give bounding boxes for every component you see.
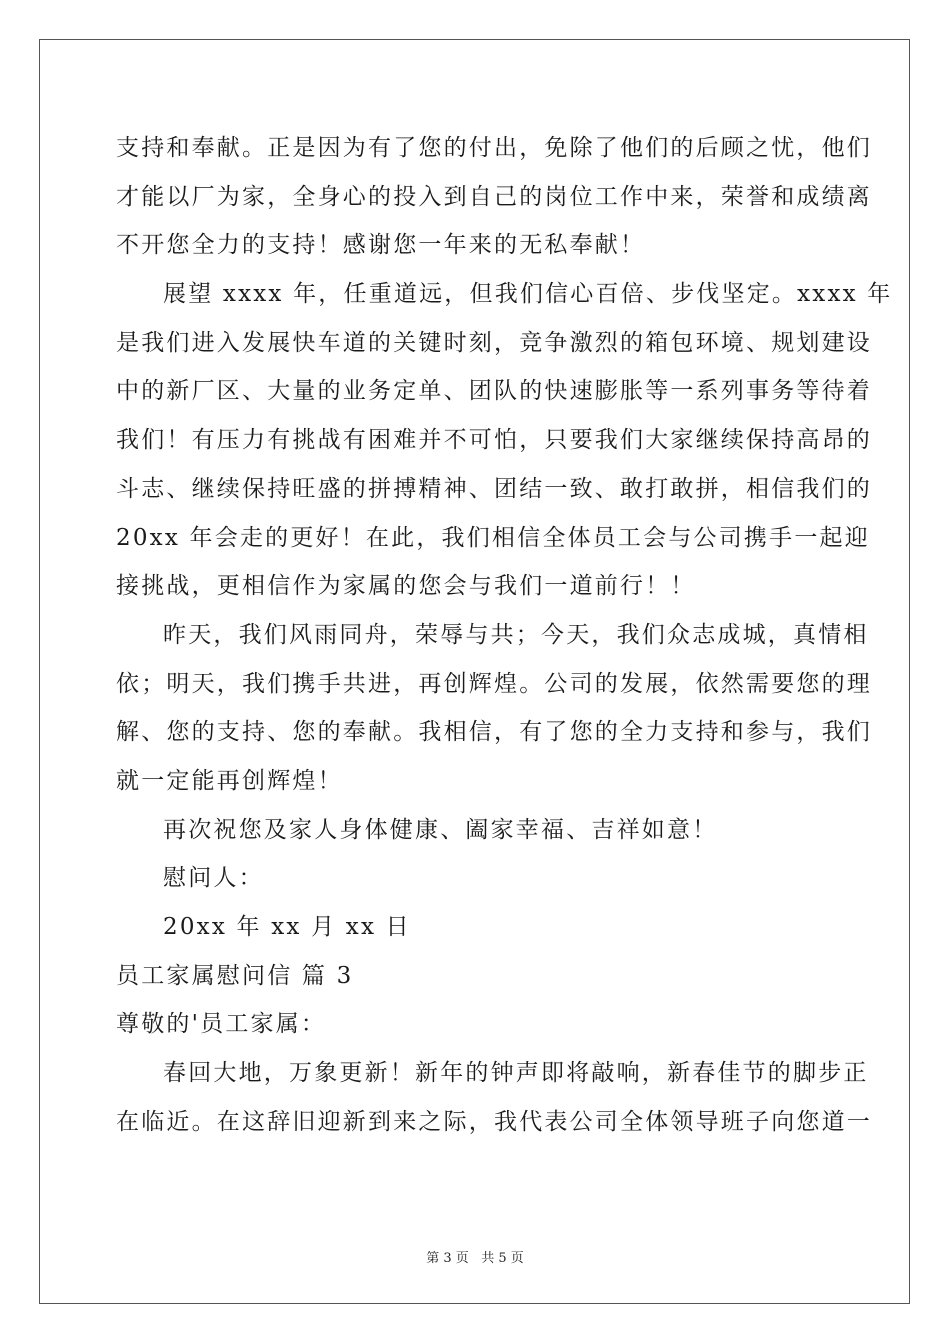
text-line: 支持和奉献。正是因为有了您的付出，免除了他们的后顾之忧，他们 <box>116 135 872 161</box>
text-line: 接挑战，更相信作为家属的您会与我们一道前行！！ <box>116 573 696 600</box>
salutation: 尊敬的'员工家属： <box>116 1011 327 1038</box>
section-heading: 员工家属慰问信 篇 3 <box>116 962 354 989</box>
signature-date: 20xx 年 xx 月 xx 日 <box>163 914 411 940</box>
text-line: 依；明天，我们携手共进，再创辉煌。公司的发展，依然需要您的理 <box>116 670 872 697</box>
paragraph-start-line: 展望 xxxx 年，任重道远，但我们信心百倍、步伐坚定。xxxx 年 <box>163 281 893 308</box>
text-line: 我们！有压力有挑战有困难并不可怕，只要我们大家继续保持高昂的 <box>116 427 872 454</box>
text-line: 是我们进入发展快车道的关键时刻，竞争激烈的箱包环境、规划建设 <box>116 329 872 356</box>
text-line: 在临近。在这辞旧迎新到来之际，我代表公司全体领导班子向您道一 <box>116 1108 872 1135</box>
paragraph-start-line: 昨天，我们风雨同舟，荣辱与共；今天，我们众志成城，真情相 <box>163 621 869 648</box>
signature-label: 慰问人： <box>163 865 264 892</box>
closing-wish: 再次祝您及家人身体健康、阖家幸福、吉祥如意！ <box>163 816 718 843</box>
text-line: 20xx 年会走的更好！在此，我们相信全体员工会与公司携手一起迎 <box>116 524 870 551</box>
paragraph-start-line: 春回大地，万象更新！新年的钟声即将敲响，新春佳节的脚步正 <box>163 1060 869 1087</box>
text-line: 就一定能再创辉煌！ <box>116 767 343 794</box>
text-line: 才能以厂为家，全身心的投入到自己的岗位工作中来，荣誉和成绩离 <box>116 183 872 210</box>
text-line: 解、您的支持、您的奉献。我相信，有了您的全力支持和参与，我们 <box>116 719 872 746</box>
text-line: 不开您全力的支持！感谢您一年来的无私奉献！ <box>116 232 646 259</box>
text-line: 中的新厂区、大量的业务定单、团队的快速膨胀等一系列事务等待着 <box>116 378 872 405</box>
page-footer: 第 3 页 共 5 页 <box>426 1251 524 1266</box>
text-line: 斗志、继续保持旺盛的拼搏精神、团结一致、敢打敢拼，相信我们的 <box>116 475 872 502</box>
document-body <box>116 124 893 1146</box>
